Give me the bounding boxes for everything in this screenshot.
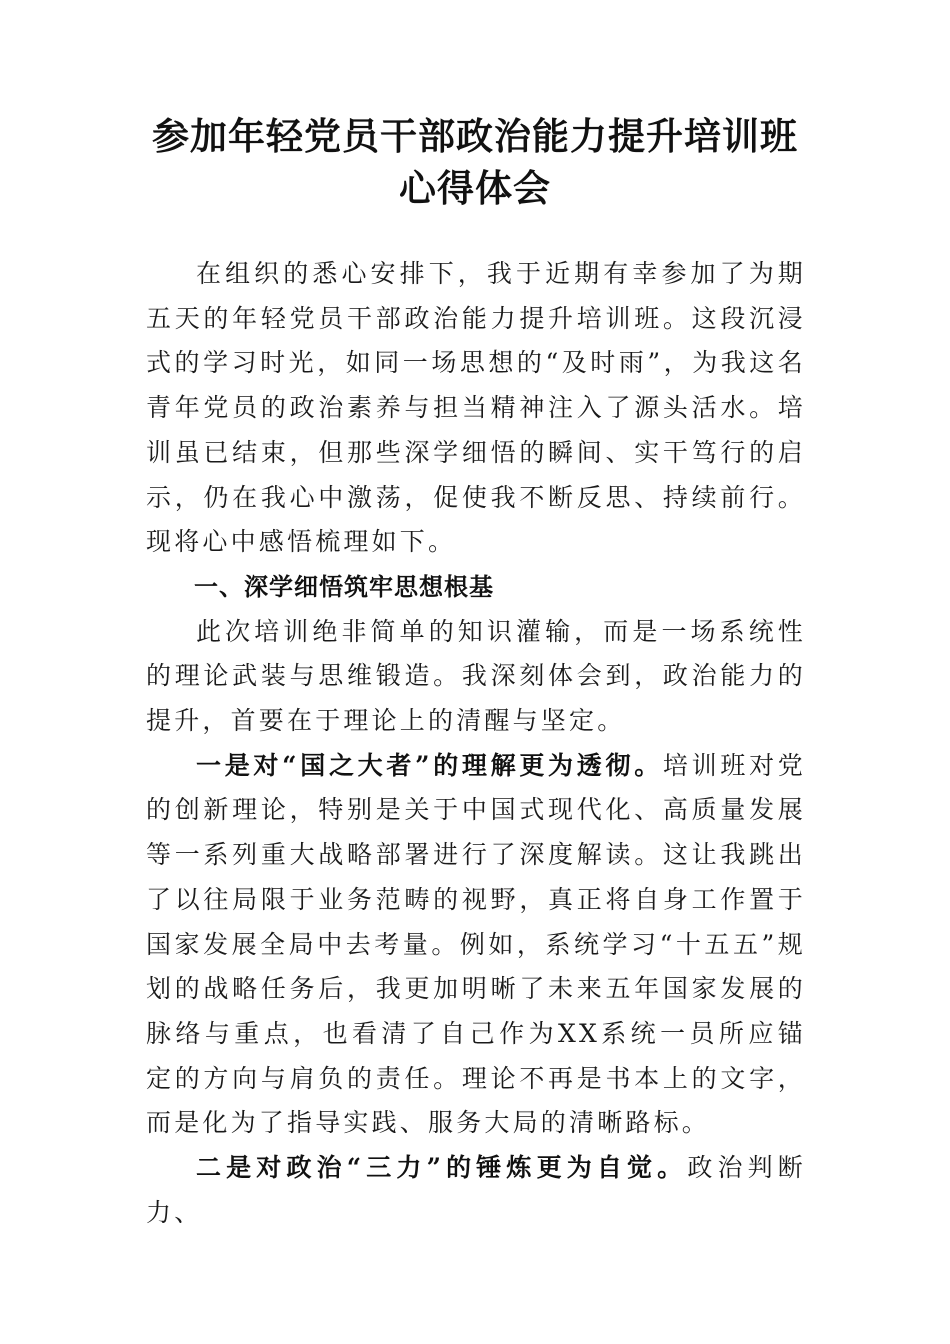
point-1-text: 培训班对党的创新理论，特别是关于中国式现代化、高质量发展等一系列重大战略部署进行了深度解读。这让我跳出了以往局限于业务范畴的视野，真正将自身工作置于国家发展全局中去考量。例如，系统学习“十五五”规划的战略任务后，我更加明晰了未来五年国家发展的脉络与重点，也看清了自己作为XX系统一员所应锚定的方向与肩负的责任。理论不再是书本上的文字，而是化为了指导实践、服务大局的清晰路标。 bbox=[146, 750, 806, 1138]
section-1-intro-paragraph: 此次培训绝非简单的知识灌输，而是一场系统性的理论武装与思维锻造。我深刻体会到，政治能力的提升，首要在于理论上的清醒与坚定。 bbox=[146, 616, 806, 736]
point-1-lead: 一是对“国之大者”的理解更为透彻。 bbox=[196, 750, 663, 780]
point-1-paragraph bbox=[146, 744, 806, 1146]
section-heading-1: 一、深学细悟筑牢思想根基 bbox=[194, 572, 494, 601]
point-2-text: 政治判断力、 bbox=[146, 1153, 806, 1227]
intro-paragraph: 在组织的悉心安排下，我于近期有幸参加了为期五天的年轻党员干部政治能力提升培训班。这段沉浸式的学习时光，如同一场思想的“及时雨”，为我这名青年党员的政治素养与担当精神注入了源头活水。培训虽已结束，但那些深学细悟的瞬间、实干笃行的启示，仍在我心中激荡，促使我不断反思、持续前行。现将心中感悟梳理如下。 bbox=[146, 259, 806, 557]
point-2-lead: 二是对政治“三力”的锤炼更为自觉。 bbox=[196, 1153, 688, 1183]
document-body bbox=[146, 252, 806, 1235]
point-2-paragraph bbox=[146, 1146, 806, 1235]
document-title: 参加年轻党员干部政治能力提升培训班心得体会 bbox=[152, 114, 798, 210]
